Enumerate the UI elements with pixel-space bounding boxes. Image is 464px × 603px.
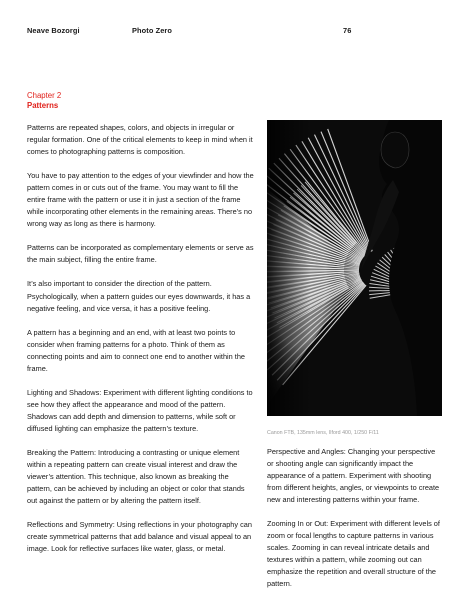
paragraph: Lighting and Shadows: Experiment with different lighting conditions to see how they affect the appearance and mood of the pattern. Shadows can add depth and dimension to patterns, while soft or diffused lighting can emphasize the pattern’s texture. xyxy=(27,387,253,433)
paragraph: Patterns are repeated shapes, colors, and objects in irregular or regular formation. One of the critical elements to keep in mind when it comes to photographing patterns is composition. xyxy=(27,123,253,157)
paragraph: Zooming In or Out: Experiment with different levels of zoom or focal lengths to capture patterns in various scales. Zooming in can reveal intricate details and textures within a pattern, while zooming out can emphasize the repetition and overall structure of the pattern. xyxy=(267,519,440,589)
paragraph: Perspective and Angles: Changing your perspective or shooting angle can significantly impact the appearance of a pattern. Experiment with shooting from different heights, angles, or viewpoints to create new and interesting patterns within your frame. xyxy=(267,447,440,505)
paragraph: Breaking the Pattern: Introducing a contrasting or unique element within a repeating pattern can create visual interest and draw the viewer’s attention. This technique, also known as breaking the pattern, can be achieved by including an object or color that stands out against the pattern or by altering the pattern itself. xyxy=(27,447,245,506)
paragraph: Reflections and Symmetry: Using reflections in your photography can create symmetrical patterns that add balance and visual appeal to an image. Look for reflective surfaces like water, glass, or metal. xyxy=(27,520,252,554)
header-author: Neave Bozorgi xyxy=(27,26,80,35)
chapter-label: Chapter 2 xyxy=(27,91,62,100)
paragraph: A pattern has a beginning and an end, with at least two points to consider when framing patterns for a photo. Think of them as connecting points and aim to connect one end to another within the frame. xyxy=(27,327,246,373)
header-book-title: Photo Zero xyxy=(132,26,173,35)
photo-caption: Canon FTB, 135mm lens, Ilford 400, 1/250 F/11 xyxy=(267,430,379,436)
paragraph: It’s also important to consider the direction of the pattern. Psychologically, when a pattern guides our eyes downwards, it has a negative feeling, and vice versa, it has a positive feeling. xyxy=(27,279,251,313)
photograph-fan-silhouette xyxy=(267,120,442,416)
paragraph: You have to pay attention to the edges of your viewfinder and how the pattern comes in or cuts out of the frame. You may want to fill the entire frame with the pattern or use it in just a section of the frame while incorporating other elements in the remaining areas. There’s no wrong way as long as there is harmony. xyxy=(27,171,254,229)
chapter-heading xyxy=(27,91,61,111)
section-title: Patterns xyxy=(27,101,59,110)
page-number: 76 xyxy=(343,26,352,35)
paragraph: Patterns can be incorporated as complementary elements or serve as the main subject, filling the entire frame. xyxy=(27,243,254,265)
left-column xyxy=(27,122,255,567)
right-column xyxy=(267,446,442,603)
